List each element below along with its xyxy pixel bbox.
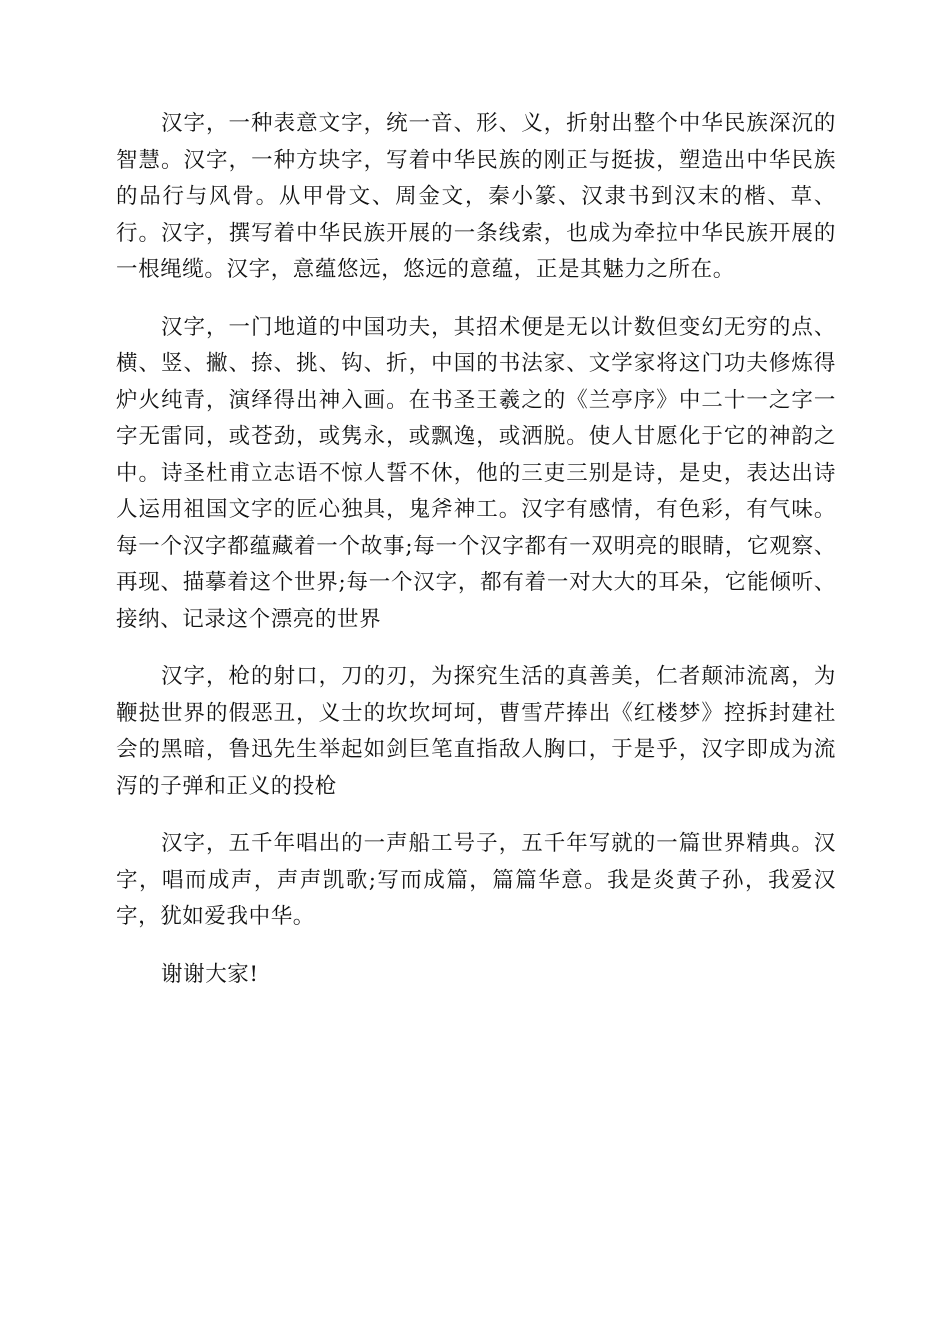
paragraph-1: 汉字，一种表意文字，统一音、形、义，折射出整个中华民族深沉的智慧。汉字，一种方块字，写着中华民族的刚正与挺拔，塑造出中华民族的品行与风骨。从甲骨文、周金文，秦小篆、汉隶书到汉末的楷、草、行。汉字，撰写着中华民族开展的一条线索，也成为牵拉中华民族开展的一根绳缆。汉字，意蕴悠远，悠远的意蕴，正是其魅力之所在。	[116, 111, 836, 282]
paragraph-4: 汉字，五千年唱出的一声船工号子，五千年写就的一篇世界精典。汉字，唱而成声，声声凯歌;写而成篇，篇篇华意。我是炎黄子孙，我爱汉字，犹如爱我中华。	[116, 831, 836, 929]
paragraph-3: 汉字，枪的射口，刀的刃，为探究生活的真善美，仁者颠沛流离，为鞭挞世界的假恶丑，义士的坎坎坷坷，曹雪芹捧出《红楼梦》控拆封建社会的黑暗，鲁迅先生举起如剑巨笔直指敌人胸口，于是乎，汉字即成为流泻的子弹和正义的投枪	[116, 664, 836, 799]
paragraph-2: 汉字，一门地道的中国功夫，其招术便是无以计数但变幻无穷的点、横、竖、撇、捺、挑、钩、折，中国的书法家、文学家将这门功夫修炼得炉火纯青，演绎得出神入画。在书圣王羲之的《兰亭序》中二十一之字一字无雷同，或苍劲，或隽永，或飘逸，或洒脱。使人甘愿化于它的神韵之中。诗圣杜甫立志语不惊人誓不休，他的三吏三别是诗，是史，表达出诗人运用祖国文字的匠心独具，鬼斧神工。汉字有感情，有色彩，有气味。每一个汉字都蕴藏着一个故事;每一个汉字都有一双明亮的眼睛，它观察、再现、描摹着这个世界;每一个汉字，都有着一对大大的耳朵，它能倾听、接纳、记录这个漂亮的世界	[116, 314, 836, 632]
closing-line: 谢谢大家!	[161, 961, 259, 987]
speech-body	[116, 106, 836, 1014]
